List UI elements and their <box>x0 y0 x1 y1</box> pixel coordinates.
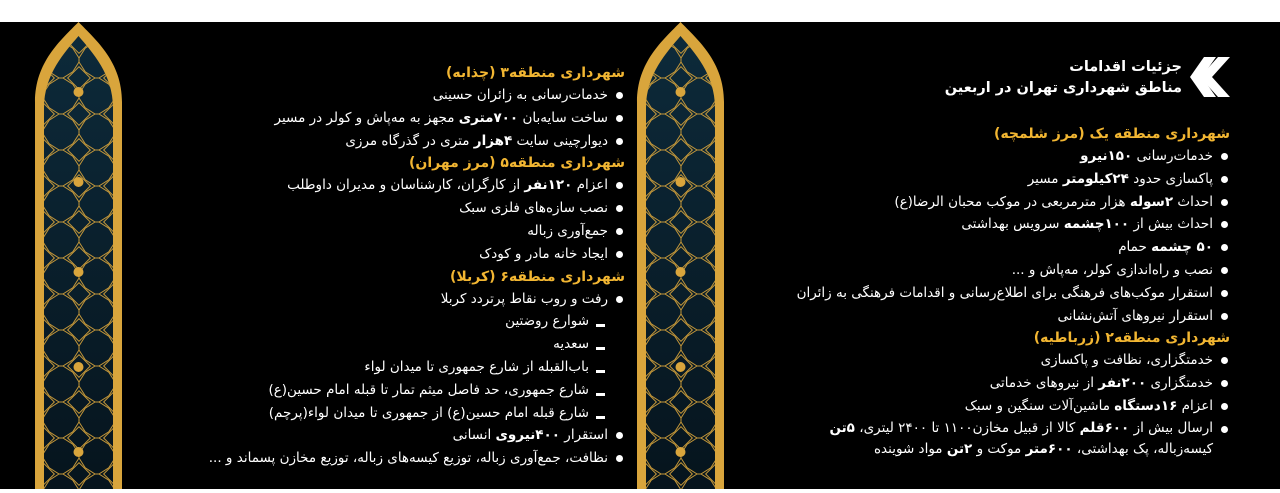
item-text: ساخت سایه‌بان <box>518 109 608 126</box>
list-item <box>770 282 1230 305</box>
item-text: انسانی <box>452 427 496 444</box>
list-item <box>210 84 625 107</box>
item-text: خدمات‌رسانی به زائران حسینی <box>432 87 608 103</box>
item-text: نظافت، جمع‌آوری زباله، توزیع کیسه‌های زباله، توزیع مخازن پسماند و ... <box>208 450 608 467</box>
item-text: شوارع روضتین <box>505 313 589 330</box>
islamic-arch-right-decoration <box>633 22 728 489</box>
bullet-list <box>770 349 1230 459</box>
list-item <box>210 424 625 447</box>
item-text: سرویس بهداشتی <box>961 216 1064 233</box>
section-district-2 <box>770 327 1230 459</box>
item-text: هزار مترمربعی در موکب محبان الرضا(ع) <box>894 193 1130 210</box>
item-text: احداث <box>1173 193 1213 210</box>
list-item <box>770 349 1230 372</box>
section-title: شهرداری منطقه۲ (زرباطیه) <box>1033 330 1230 347</box>
item-text: استقرار نیروهای آتش‌نشانی <box>1057 307 1213 324</box>
bullet-list <box>770 145 1230 327</box>
highlight-figure: ۴هزار <box>473 132 513 149</box>
highlight-figure: ۲سوله <box>1129 193 1174 210</box>
item-text: موکت و <box>972 440 1026 457</box>
item-text: دیوارچینی سایت <box>512 132 608 149</box>
highlight-figure: ۴۰۰نیروی <box>495 427 561 444</box>
item-text: خدمتگزاری <box>1146 375 1213 392</box>
highlight-figure: ۱۵۰نیرو <box>1080 148 1133 164</box>
list-item <box>770 372 1230 395</box>
list-item <box>770 395 1230 418</box>
item-text: باب‌القبله از شارع جمهوری تا میدان لواء <box>364 358 589 375</box>
item-text: کالا از قبیل مخازن۱۱۰۰ تا ۲۴۰۰ لیتری، <box>854 419 1080 436</box>
highlight-figure: ۵۰ چشمه <box>1151 239 1213 256</box>
item-text: از کارگران، کارشناسان و مدیران داوطلب <box>287 177 525 194</box>
item-text: متری در گذرگاه مرزی <box>345 132 474 149</box>
highlight-figure: ۱۰۰چشمه <box>1063 216 1130 233</box>
bullet-list <box>210 84 625 152</box>
item-text: خدمات‌رسانی <box>1132 148 1213 164</box>
item-text: خدمتگزاری، نظافت و پاکسازی <box>1040 352 1213 369</box>
sub-list-item <box>210 333 625 356</box>
list-item <box>770 168 1230 191</box>
header-title-line2: مناطق شهرداری تهران در اربعین <box>944 80 1182 96</box>
list-item <box>770 418 1230 460</box>
section-title: شهرداری منطقه یک (مرز شلمچه) <box>994 126 1230 142</box>
section-title: شهرداری منطقه۶ (کربلا) <box>449 268 625 285</box>
list-item <box>770 259 1230 282</box>
section-title: شهرداری منطقه۵ (مرز مهران) <box>409 155 625 172</box>
section-district-1 <box>770 123 1230 327</box>
sub-list-item <box>210 379 625 402</box>
list-item <box>210 130 625 153</box>
item-text: از نیروهای خدماتی <box>989 375 1099 392</box>
item-text: استقرار <box>560 427 608 444</box>
list-item <box>210 447 625 470</box>
item-text: ماشین‌آلات سنگین و سبک <box>964 397 1115 414</box>
highlight-figure: ۲۰۰نفر <box>1098 375 1147 392</box>
highlight-figure: ۱۶دستگاه <box>1114 397 1178 414</box>
highlight-figure: ۵تن <box>829 419 855 436</box>
item-text: احداث بیش از <box>1129 216 1213 233</box>
list-item <box>210 174 625 197</box>
item-text: اعزام <box>572 177 608 194</box>
item-text: نصب سازه‌های فلزی سبک <box>459 200 608 217</box>
islamic-arch-left-decoration <box>31 22 126 489</box>
highlight-figure: ۷۰۰متری <box>458 109 519 126</box>
bullet-list <box>210 174 625 265</box>
bullet-list <box>210 288 625 470</box>
item-text: استقرار موکب‌های فرهنگی برای اطلاع‌رسانی و اقدامات فرهنگی به زائران <box>796 284 1213 301</box>
sub-list-item <box>210 356 625 379</box>
item-text: کیسه‌زباله، پک بهداشتی، <box>1072 440 1213 457</box>
section-district-6 <box>210 266 625 470</box>
section-title: شهرداری منطقه۳ (چذابه) <box>445 65 625 81</box>
list-item <box>770 191 1230 214</box>
highlight-figure: ۶۰۰متر <box>1025 440 1073 457</box>
highlight-figure: ۶۰۰قلم <box>1079 419 1130 436</box>
infographic-panel <box>0 22 1280 489</box>
header-title-line1: جزئیات اقدامات <box>1069 59 1182 75</box>
item-text: مسیر <box>1027 170 1063 187</box>
section-district-3 <box>210 62 625 152</box>
item-text: مواد شوینده <box>873 440 947 457</box>
list-item <box>770 213 1230 236</box>
item-text: پاکسازی حدود <box>1128 170 1213 187</box>
sub-list-item <box>210 402 625 425</box>
list-item <box>210 220 625 243</box>
sub-list-item <box>210 310 625 333</box>
list-item <box>770 145 1230 168</box>
highlight-figure: ۱۲۰نفر <box>524 177 573 194</box>
list-item <box>210 288 625 311</box>
list-item <box>210 107 625 130</box>
highlight-figure: ۲تن <box>946 440 973 457</box>
list-item <box>770 305 1230 328</box>
item-text: حمام <box>1118 239 1152 256</box>
item-text: جمع‌آوری زباله <box>527 222 608 239</box>
item-text: ایجاد خانه مادر و کودک <box>479 245 608 262</box>
highlight-figure: ۲۴کیلومتر <box>1062 170 1129 187</box>
item-text: شارع جمهوری، حد فاصل میثم تمار تا قبله امام حسین(ع) <box>268 381 589 398</box>
left-column <box>210 62 625 470</box>
item-text: مجهز به مه‌پاش و کولر در مسیر <box>274 109 459 126</box>
item-text: ارسال بیش از <box>1129 419 1213 436</box>
list-item <box>770 236 1230 259</box>
infographic-header <box>770 55 1230 113</box>
item-text: رفت و روب نقاط پرتردد کربلا <box>440 290 608 307</box>
list-item <box>210 243 625 266</box>
item-text: اعزام <box>1177 397 1213 414</box>
list-item <box>210 197 625 220</box>
right-column <box>770 55 1230 460</box>
section-district-5 <box>210 152 625 265</box>
item-text: نصب و راه‌اندازی کولر، مه‌پاش و ... <box>1011 261 1213 278</box>
double-chevron-icon <box>1186 57 1230 97</box>
item-text: شارع قبله امام حسین(ع) از جمهوری تا میدان لواء(پرچم) <box>268 404 589 421</box>
item-text: سعدیه <box>553 336 589 353</box>
